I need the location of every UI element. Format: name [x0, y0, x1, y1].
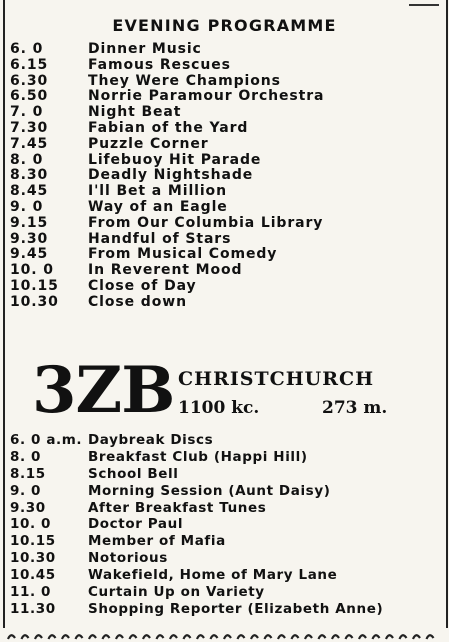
- programme-row: [10, 184, 324, 200]
- border-dash: [62, 635, 69, 639]
- programme-title: From Musical Comedy: [88, 246, 278, 263]
- programme-title: After Breakfast Tunes: [88, 499, 267, 516]
- border-dash: [332, 635, 339, 639]
- programme-row: [10, 516, 383, 533]
- border-dash: [346, 635, 353, 639]
- programme-title: Curtain Up on Variety: [88, 584, 265, 601]
- programme-time: 9.45: [10, 246, 49, 263]
- programme-row: [10, 567, 383, 584]
- programme-row: [10, 279, 324, 295]
- programme-time: 10.45: [10, 567, 56, 584]
- border-dash: [373, 635, 380, 639]
- station-callsign: 3ZB: [32, 353, 175, 428]
- programme-title: Breakfast Club (Happi Hill): [88, 448, 308, 465]
- programme-time: 6. 0 a.m.: [10, 432, 83, 448]
- programme-title: Fabian of the Yard: [88, 119, 249, 136]
- programme-time: 9.15: [10, 214, 49, 231]
- border-dash: [76, 635, 83, 639]
- programme-time: 9. 0: [10, 482, 42, 499]
- programme-time: 9.30: [10, 499, 46, 516]
- programme-time: 10.30: [10, 550, 56, 567]
- programme-title: Close down: [88, 293, 187, 310]
- station-wavelength: 273 m.: [322, 398, 388, 418]
- border-dash: [103, 635, 110, 639]
- border-dash: [49, 635, 56, 639]
- programme-row: [10, 42, 324, 58]
- programme-title: They Were Champions: [88, 72, 281, 89]
- border-dash: [359, 635, 366, 639]
- programme-row: [10, 200, 324, 216]
- section-heading: EVENING PROGRAMME: [112, 16, 337, 35]
- border-dash: [319, 635, 326, 639]
- programme-row: [10, 449, 383, 466]
- border-dash: [116, 635, 123, 639]
- programme-title: I'll Bet a Million: [88, 183, 227, 200]
- programme-title: Daybreak Discs: [88, 432, 214, 448]
- corner-rule: [409, 0, 439, 6]
- station-frequency: 1100 kc.: [178, 398, 260, 418]
- programme-title: Doctor Paul: [88, 516, 184, 533]
- programme-title: Famous Rescues: [88, 56, 231, 73]
- programme-time: 10.15: [10, 533, 56, 550]
- programme-row: [10, 121, 324, 137]
- programme-time: 9.30: [10, 230, 49, 247]
- programme-row: [10, 232, 324, 248]
- programme-time: 7. 0: [10, 104, 44, 121]
- border-dash: [305, 635, 312, 639]
- programme-time: 6.50: [10, 88, 49, 105]
- programme-title: School Bell: [88, 465, 179, 482]
- border-dash: [197, 635, 204, 639]
- programme-title: Dinner Music: [88, 41, 202, 57]
- border-dash: [35, 635, 42, 639]
- programme-row: [10, 216, 324, 232]
- programme-title: Shopping Reporter (Elizabeth Anne): [88, 600, 384, 617]
- border-dash: [130, 635, 137, 639]
- programme-time: 8.30: [10, 167, 49, 184]
- programme-time: 7.30: [10, 119, 49, 136]
- programme-time: 11.30: [10, 600, 56, 617]
- programme-row: [10, 295, 324, 311]
- programme-row: [10, 168, 324, 184]
- programme-time: 10. 0: [10, 516, 52, 533]
- programme-time: 8.15: [10, 465, 46, 482]
- programme-time: 6.30: [10, 72, 49, 89]
- programme-title: Norrie Paramour Orchestra: [88, 88, 325, 105]
- programme-time: 10. 0: [10, 262, 54, 279]
- programme-title: Wakefield, Home of Mary Lane: [88, 567, 338, 584]
- programme-row: [10, 74, 324, 90]
- programme-title: Deadly Nightshade: [88, 167, 254, 184]
- programme-row: [10, 263, 324, 279]
- programme-row: [10, 533, 383, 550]
- programme-row: [10, 247, 324, 263]
- programme-time: 10.30: [10, 293, 59, 310]
- morning-schedule: [10, 432, 383, 618]
- border-dash: [427, 635, 434, 639]
- programme-title: Notorious: [88, 550, 168, 567]
- border-dash: [170, 635, 177, 639]
- programme-title: Night Beat: [88, 104, 182, 121]
- programme-row: [10, 58, 324, 74]
- border-dash: [251, 635, 258, 639]
- programme-time: 6.15: [10, 56, 49, 73]
- programme-row: [10, 89, 324, 105]
- programme-row: [10, 137, 324, 153]
- programme-time: 8. 0: [10, 151, 44, 168]
- programme-time: 6. 0: [10, 41, 44, 57]
- border-dash: [265, 635, 272, 639]
- programme-row: [10, 432, 383, 449]
- programme-title: Puzzle Corner: [88, 135, 209, 152]
- border-dash: [143, 635, 150, 639]
- programme-title: Handful of Stars: [88, 230, 232, 247]
- programme-title: Way of an Eagle: [88, 198, 228, 215]
- programme-title: In Reverent Mood: [88, 262, 243, 279]
- programme-row: [10, 105, 324, 121]
- border-dash: [413, 635, 420, 639]
- border-dash: [89, 635, 96, 639]
- programme-row: [10, 500, 383, 517]
- programme-time: 11. 0: [10, 584, 52, 601]
- programme-time: 8. 0: [10, 448, 42, 465]
- station-city: CHRISTCHURCH: [178, 368, 375, 390]
- border-dash: [400, 635, 407, 639]
- programme-row: [10, 550, 383, 567]
- border-dash: [8, 635, 15, 639]
- programme-title: Morning Session (Aunt Daisy): [88, 482, 331, 499]
- programme-time: 10.15: [10, 277, 59, 294]
- border-dash: [386, 635, 393, 639]
- programme-row: [10, 483, 383, 500]
- border-dash: [22, 635, 29, 639]
- programme-title: Close of Day: [88, 277, 197, 294]
- border-dash: [292, 635, 299, 639]
- programme-title: Member of Mafia: [88, 533, 226, 550]
- border-dash: [224, 635, 231, 639]
- programme-time: 8.45: [10, 183, 49, 200]
- programme-time: 9. 0: [10, 198, 44, 215]
- programme-row: [10, 466, 383, 483]
- programme-row: [10, 601, 383, 618]
- programme-time: 7.45: [10, 135, 49, 152]
- evening-schedule: [10, 42, 324, 311]
- programme-title: Lifebuoy Hit Parade: [88, 151, 262, 168]
- border-dash: [278, 635, 285, 639]
- border-dash: [211, 635, 218, 639]
- programme-row: [10, 584, 383, 601]
- border-dash: [184, 635, 191, 639]
- programme-row: [10, 153, 324, 169]
- dashed-border-decoration: [6, 628, 443, 642]
- programme-title: From Our Columbia Library: [88, 214, 324, 231]
- border-dash: [157, 635, 164, 639]
- border-dash: [238, 635, 245, 639]
